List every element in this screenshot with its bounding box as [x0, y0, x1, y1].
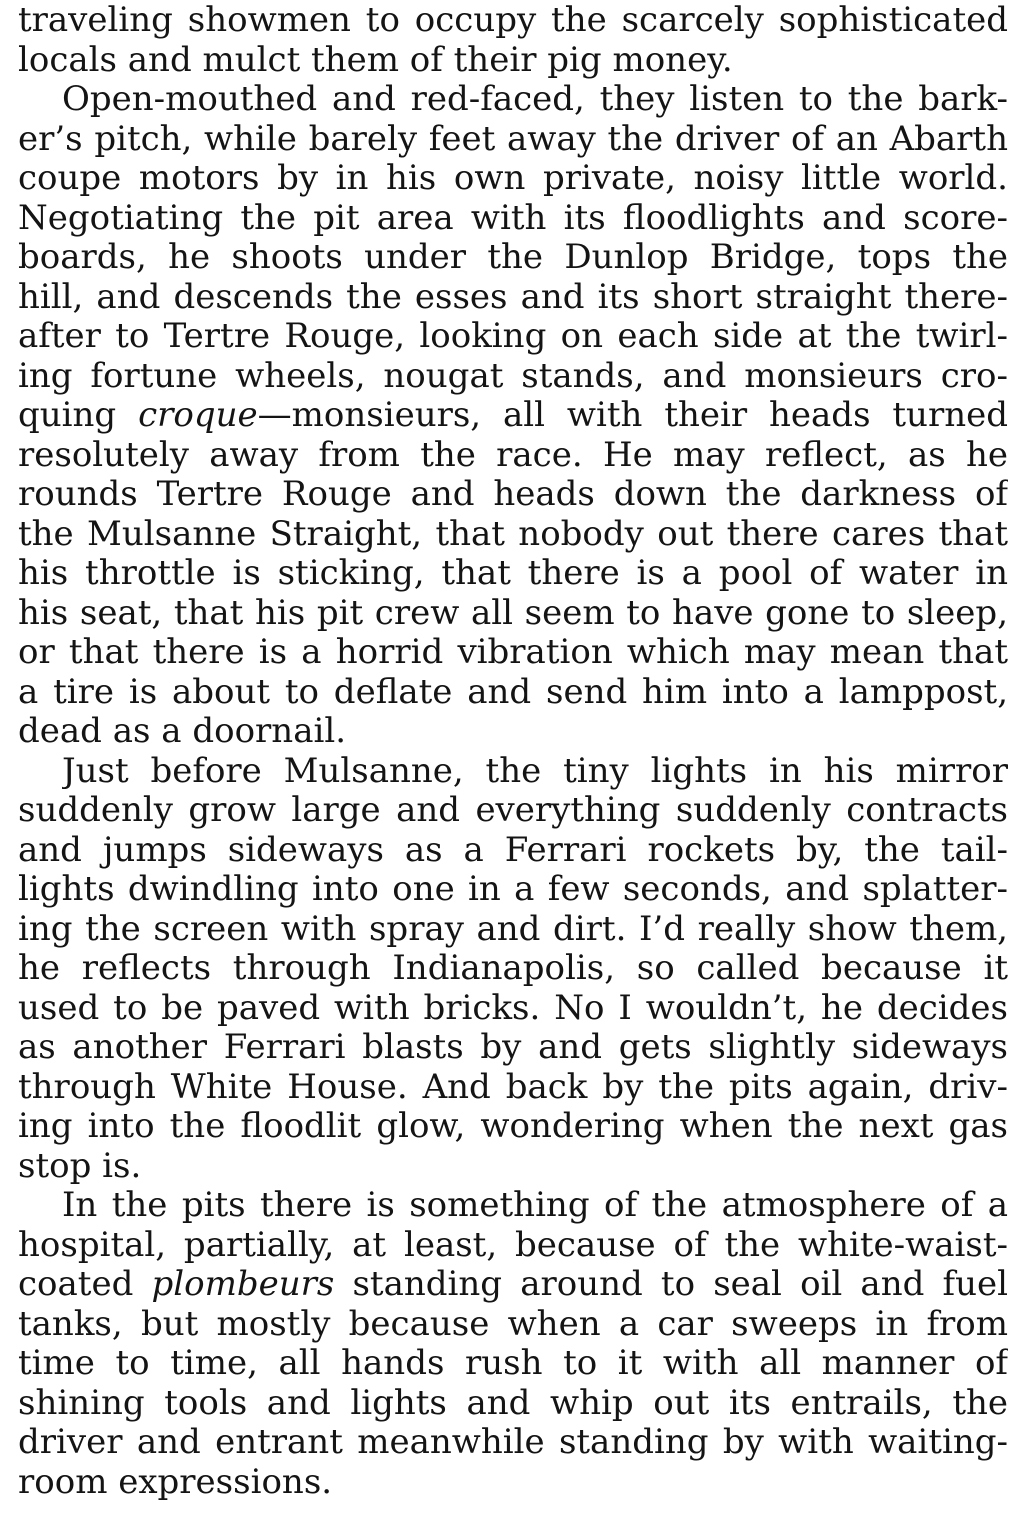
- text-line: tanks, but mostly because when a car sweeps in from: [18, 1303, 1008, 1344]
- text-line: a tire is about to deflate and send him into a lamppost,: [18, 671, 1008, 712]
- text-line: after to Tertre Rouge, looking on each side at the twirl-: [18, 316, 1008, 356]
- text-line: lights dwindling into one in a few seconds, and splatter-: [18, 869, 1008, 909]
- text-line: his throttle is sticking, that there is a pool of water in: [18, 553, 1008, 593]
- text-line: time to time, all hands rush to it with all manner of: [18, 1343, 1008, 1383]
- text-line: ing into the floodlit glow, wondering when the next gas: [18, 1106, 1008, 1146]
- text-line: coupe motors by in his own private, noisy little world.: [18, 158, 1008, 198]
- text-line: resolutely away from the race. He may reflect, as he: [18, 434, 1008, 475]
- text-segment: —monsieurs, all with their heads turned: [257, 395, 1008, 435]
- text-line: driver and entrant meanwhile standing by with waiting-: [18, 1422, 1008, 1462]
- text-line: hospital, partially, at least, because of the white-waist-: [18, 1224, 1008, 1265]
- text-line: room expressions.: [18, 1461, 333, 1502]
- text-line: [18, 395, 1008, 435]
- text-line: and jumps sideways as a Ferrari rockets by, the tail-: [18, 829, 1008, 870]
- text-line: used to be paved with bricks. No I wouldn’t, he decides: [18, 987, 1008, 1028]
- text-line: his seat, that his pit crew all seem to have gone to sleep,: [18, 592, 1008, 633]
- text-line: Open-mouthed and red-faced, they listen to the bark-: [62, 79, 1008, 119]
- text-line: as another Ferrari blasts by and gets slightly sideways: [18, 1027, 1008, 1067]
- text-line: er’s pitch, while barely feet away the driver of an Abarth: [18, 118, 1008, 159]
- italic-term: croque: [138, 395, 258, 435]
- text-line: locals and mulct them of their pig money.: [18, 39, 733, 80]
- text-line: ing the screen with spray and dirt. I’d really show them,: [18, 908, 1008, 949]
- italic-term: plombeurs: [151, 1264, 335, 1304]
- text-segment: standing around to seal oil and fuel: [334, 1264, 1008, 1304]
- text-line: hill, and descends the esses and its short straight there-: [18, 276, 1008, 317]
- text-line: through White House. And back by the pits again, driv-: [18, 1066, 1008, 1107]
- text-line: he reflects through Indianapolis, so called because it: [18, 948, 1008, 988]
- text-line: ing fortune wheels, nougat stands, and monsieurs cro-: [18, 355, 1008, 396]
- text-line: [18, 1264, 1008, 1304]
- text-line: boards, he shoots under the Dunlop Bridge, tops the: [18, 237, 1008, 277]
- text-line: In the pits there is something of the atmosphere of a: [62, 1185, 1008, 1225]
- text-line: suddenly grow large and everything suddenly contracts: [18, 790, 1008, 830]
- text-line: traveling showmen to occupy the scarcely sophisticated: [18, 0, 1008, 40]
- text-line: shining tools and lights and whip out its entrails, the: [18, 1382, 1008, 1423]
- text-line: Negotiating the pit area with its floodlights and score-: [18, 197, 1008, 238]
- text-line: stop is.: [18, 1145, 142, 1186]
- text-line: the Mulsanne Straight, that nobody out there cares that: [18, 513, 1008, 554]
- text-segment: quing: [18, 395, 139, 435]
- text-line: rounds Tertre Rouge and heads down the darkness of: [18, 474, 1008, 514]
- text-line: Just before Mulsanne, the tiny lights in his mirror: [62, 750, 1008, 791]
- text-segment: coated: [18, 1264, 152, 1304]
- text-line: dead as a doornail.: [18, 711, 347, 751]
- text-line: or that there is a horrid vibration which may mean that: [18, 632, 1008, 672]
- book-page: [18, 0, 1008, 1525]
